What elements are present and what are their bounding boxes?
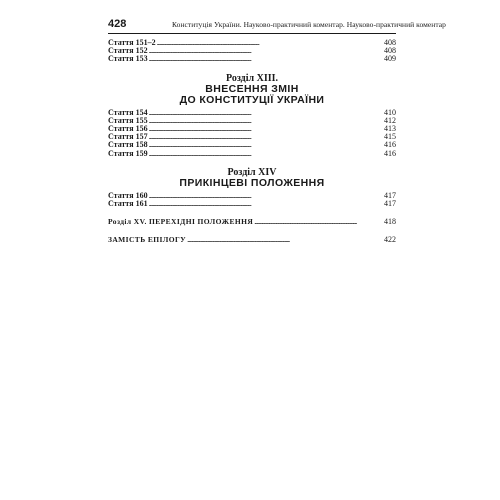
- toc-entry-page: 417: [384, 198, 396, 208]
- dot-leader: [254, 218, 383, 226]
- section-13-entries: [108, 109, 396, 158]
- toc-entry[interactable]: [108, 150, 396, 158]
- dot-leader: [187, 236, 383, 244]
- dot-leader: [149, 109, 383, 117]
- section-14-entries: [108, 192, 396, 208]
- dot-leader: [149, 192, 383, 200]
- toc-entry[interactable]: [108, 200, 396, 208]
- toc-entry-page: 408: [384, 38, 396, 47]
- toc-entry-label: Стаття 154: [108, 107, 148, 117]
- toc-entry-page: 416: [384, 140, 396, 150]
- dot-leader: [149, 133, 383, 141]
- toc-entry[interactable]: [108, 39, 396, 47]
- toc-entry-page: 408: [384, 46, 396, 56]
- toc-entry-page: 412: [384, 115, 396, 125]
- toc-entry[interactable]: [108, 133, 396, 141]
- dot-leader: [149, 125, 383, 133]
- toc-entry-page: 417: [384, 190, 396, 200]
- section-number: Розділ XIII.: [225, 72, 279, 84]
- section-title: ПРИКІНЦЕВІ ПОЛОЖЕННЯ: [179, 176, 325, 189]
- dot-leader: [149, 55, 383, 63]
- toc-entry-epilogue[interactable]: [108, 236, 396, 244]
- toc-block-1: [108, 39, 396, 64]
- page-number: 428: [108, 18, 127, 30]
- toc-entry[interactable]: [108, 47, 396, 55]
- table-of-contents: [108, 39, 396, 244]
- toc-entry-page: 422: [384, 235, 396, 245]
- section-title-line2: ДО КОНСТИТУЦІЇ УКРАЇНИ: [179, 93, 325, 106]
- toc-entry-page: 415: [384, 132, 396, 142]
- toc-entry-label: Стаття 157: [108, 132, 148, 142]
- toc-entry-label: Стаття 153: [108, 54, 148, 64]
- toc-entry[interactable]: [108, 117, 396, 125]
- toc-entry-label: Стаття 155: [108, 115, 148, 125]
- toc-entry-page: 409: [384, 54, 396, 64]
- toc-entry-page: 410: [384, 107, 396, 117]
- dot-leader: [149, 150, 383, 158]
- dot-leader: [149, 47, 383, 55]
- toc-entry-label: Стаття 161: [108, 198, 148, 208]
- section-14-heading: [108, 167, 396, 189]
- section-13-heading: [108, 73, 396, 106]
- toc-entry-label: Розділ XV. ПЕРЕХІДНІ ПОЛОЖЕННЯ: [108, 217, 254, 227]
- toc-entry-label: ЗАМІСТЬ ЕПІЛОГУ: [108, 235, 187, 245]
- toc-entry-label: Стаття 159: [108, 148, 148, 158]
- toc-entry[interactable]: [108, 55, 396, 63]
- dot-leader: [149, 200, 383, 208]
- toc-entry-label: Стаття 151–2: [108, 38, 156, 47]
- dot-leader: [149, 117, 383, 125]
- toc-entry-page: 418: [384, 217, 396, 227]
- page-header: [108, 18, 446, 34]
- toc-entry-label: Стаття 156: [108, 123, 148, 133]
- toc-entry[interactable]: [108, 125, 396, 133]
- toc-entry-label: Стаття 160: [108, 190, 148, 200]
- running-head: Конституція України. Науково-практичний коментар. Науково-практичний коментар: [172, 20, 446, 29]
- dot-leader: [149, 141, 383, 149]
- toc-entry-page: 416: [384, 148, 396, 158]
- toc-entry-label: Стаття 152: [108, 46, 148, 56]
- toc-entry[interactable]: [108, 141, 396, 149]
- toc-entry[interactable]: [108, 192, 396, 200]
- toc-entry-label: Стаття 158: [108, 140, 148, 150]
- toc-entry-section-15[interactable]: [108, 218, 396, 226]
- section-number: Розділ XIV: [227, 166, 277, 178]
- toc-entry[interactable]: [108, 109, 396, 117]
- section-title-line1: ВНЕСЕННЯ ЗМІН: [205, 82, 299, 95]
- toc-entry-page: 413: [384, 123, 396, 133]
- dot-leader: [157, 39, 383, 47]
